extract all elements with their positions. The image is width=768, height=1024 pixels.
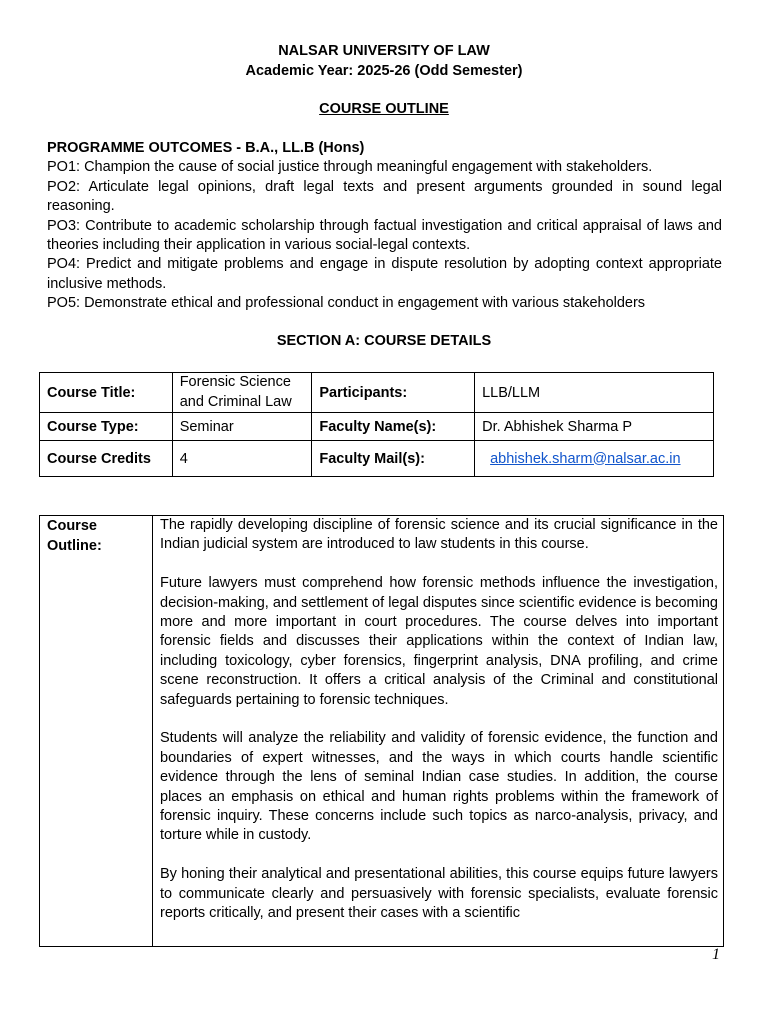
- document-title-text: COURSE OUTLINE: [319, 101, 449, 117]
- faculty-name-label: Faculty Name(s):: [312, 413, 475, 441]
- outline-paragraph-3: Students will analyze the reliability and validity of forensic evidence, the function and boundaries of expert witnesses, and the ways in which courts handle scientific evidence through the lens of seminal Indian case studies. In addition, the course places an emphasis on ethical and human rights problems within the framework of forensic inquiry. These concerns include such topics as narco-analysis, privacy, and torture while in custody.: [160, 730, 718, 844]
- outline-paragraph-2: Future lawyers must comprehend how forensic methods influence the investigation, decision-making, and settlement of legal disputes since scientific evidence is becoming more and more important in court procedures. The course delves into important forensic fields and discusses their applications within the context of Indian law, including toxicology, cyber forensics, fingerprint analysis, DNA profiling, and crime scene reconstruction. It offers a critical analysis of the Criminal and constitutional safeguards pertaining to forensic techniques.: [160, 575, 718, 708]
- participants-label: Participants:: [312, 373, 475, 413]
- participants-value: LLB/LLM: [475, 373, 714, 413]
- section-a-heading: SECTION A: COURSE DETAILS: [276, 333, 492, 349]
- course-credits-value: 4: [172, 441, 312, 477]
- table-row: [40, 413, 714, 441]
- faculty-mail-label: Faculty Mail(s):: [312, 441, 475, 477]
- course-type-value: Seminar: [172, 413, 312, 441]
- outcome-po1: PO1: Champion the cause of social justice through meaningful engagement with stakeholders.: [47, 159, 653, 176]
- faculty-mail-link[interactable]: abhishek.sharm@nalsar.ac.in: [490, 450, 681, 467]
- document-title: [0, 101, 768, 117]
- course-title-value: [172, 373, 312, 413]
- outline-paragraph-1: The rapidly developing discipline of forensic science and its crucial significance in the Indian judicial system are introduced to law students in this course.: [160, 517, 718, 553]
- page-number: 1: [712, 946, 720, 963]
- outcome-po2: PO2: Articulate legal opinions, draft legal texts and present arguments grounded in sound legal reasoning.: [47, 178, 722, 215]
- table-row: [40, 441, 714, 477]
- course-type-label: Course Type:: [40, 413, 173, 441]
- faculty-mail-value: [475, 441, 714, 477]
- outcome-po4: PO4: Predict and mitigate problems and engage in dispute resolution by adopting context appropriate inclusive methods.: [47, 256, 722, 292]
- faculty-name-value: Dr. Abhishek Sharma P: [475, 413, 714, 441]
- academic-year: Academic Year: 2025-26 (Odd Semester): [245, 63, 523, 79]
- programme-outcomes-heading: PROGRAMME OUTCOMES - B.A., LL.B (Hons): [47, 140, 365, 156]
- course-credits-label: Course Credits: [40, 441, 173, 477]
- university-name: NALSAR UNIVERSITY OF LAW: [278, 43, 490, 59]
- outcome-po3: PO3: Contribute to academic scholarship through factual investigation and critical appraisal of laws and theories including their application in various social-legal contexts.: [47, 217, 722, 254]
- outcome-po5: PO5: Demonstrate ethical and professional conduct in engagement with various stakeholders: [47, 295, 646, 312]
- outline-paragraph-4: By honing their analytical and presentational abilities, this course equips future lawyers to communicate clearly and persuasively with forensic specialists, evaluate forensic reports critically, and present their cases with a scientific: [160, 866, 718, 922]
- course-outline-box: [39, 515, 724, 947]
- table-row: [40, 373, 714, 413]
- course-title-text: Forensic Science and Criminal Law: [179, 374, 292, 410]
- programme-outcomes: [47, 139, 722, 314]
- course-outline-label: Course Outline:: [40, 516, 153, 946]
- course-title-label: Course Title:: [40, 373, 173, 413]
- course-details-table: [39, 372, 714, 477]
- course-outline-text: [160, 516, 718, 946]
